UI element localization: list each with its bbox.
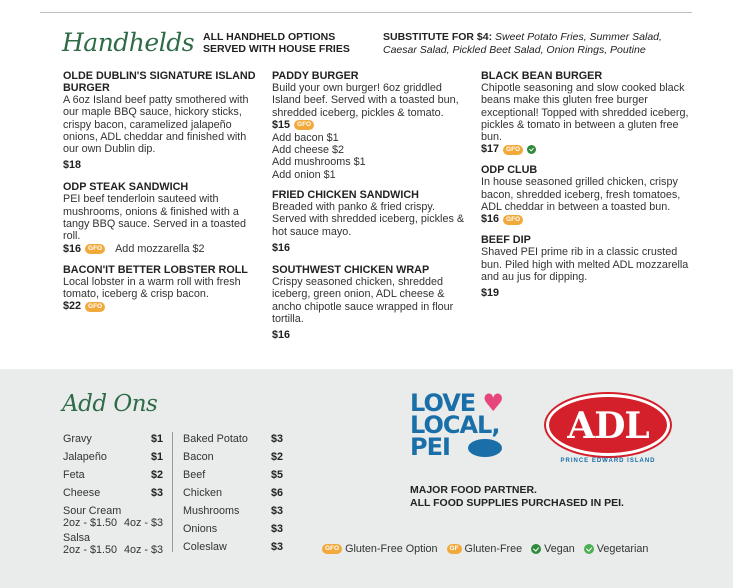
addon-price: $3 <box>270 541 283 553</box>
addon-price: $3 <box>270 433 283 445</box>
menu-column-1 <box>63 70 259 321</box>
legend-vegan <box>531 543 575 555</box>
addons-divider <box>172 432 173 552</box>
addon-line: Add onion $1 <box>272 168 336 181</box>
addon-name: Salsa <box>63 532 91 544</box>
partner-note <box>410 484 670 510</box>
item-price: $16 <box>272 241 291 254</box>
item-description: Breaded with panko & fried crispy. Served with shredded iceberg, pickles & hot sauce mayo. <box>272 201 465 238</box>
gfo-badge: GFO <box>503 145 523 155</box>
addon-name: Onions <box>183 523 218 535</box>
addon-name: Cheese <box>63 487 101 499</box>
logo-text-local: LOCAL, <box>410 411 500 439</box>
item-name: BACON'IT BETTER LOBSTER ROLL <box>63 263 248 276</box>
addon-line: Add bacon $1 <box>272 131 339 144</box>
item-description: Chipotle seasoning and slow cooked black beans make this gluten free burger exceptional! Topped with shredded iceberg, pickles & tomato in between a gluten free bun. <box>481 82 689 144</box>
logo-text-love: LOVE <box>410 389 476 417</box>
gfo-badge: GFO <box>322 544 342 554</box>
item-price: $15 <box>272 118 291 131</box>
addon-line: Add cheese $2 <box>272 144 345 157</box>
addon-price: $6 <box>270 487 283 499</box>
item-description: Crispy seasoned chicken, shredded iceberg, green onion, ADL cheese & ancho chipotle sauce wrapped in flour tortilla. <box>272 275 454 325</box>
addon-row <box>63 484 163 502</box>
addon-price: $2 <box>270 451 283 463</box>
addon-row <box>183 538 283 556</box>
item-name: PADDY BURGER <box>272 70 359 82</box>
legend-label: Gluten-Free Option <box>345 543 438 555</box>
dietary-legend <box>322 543 648 555</box>
item-price: $19 <box>481 287 500 300</box>
gf-badge: GF <box>447 544 462 554</box>
substitute-options: Sweet Potato Fries, Summer Salad, Caesar Salad, Pickled Beet Salad, Onion Rings, Poutine <box>383 31 662 56</box>
item-price: $22 <box>63 300 82 313</box>
heart-icon: ♥ <box>482 389 504 417</box>
partner-line-2: ALL FOOD SUPPLIES PURCHASED IN PEI. <box>410 497 624 509</box>
addon-price: $1 <box>150 433 163 445</box>
addon-size-small: 2oz - $1.50 <box>63 517 118 529</box>
logo-text-pei: PEI <box>410 433 450 461</box>
menu-item <box>481 70 693 156</box>
legend-gfo <box>322 543 438 555</box>
menu-column-3 <box>481 70 693 309</box>
vegan-icon <box>531 544 541 554</box>
price-row <box>63 300 259 313</box>
addon-name: Jalapeño <box>63 451 107 463</box>
substitute-label: SUBSTITUTE FOR $4: <box>383 31 493 43</box>
gfo-badge: GFO <box>503 215 523 225</box>
adl-logo <box>546 394 670 456</box>
item-price: $16 <box>63 242 82 255</box>
addon-name: Feta <box>63 469 85 481</box>
menu-item <box>63 264 259 314</box>
addon-name: Coleslaw <box>183 541 227 553</box>
seal-icon <box>468 439 502 457</box>
item-price: $17 <box>481 143 500 156</box>
adl-logo-subtitle: PRINCE EDWARD ISLAND <box>560 458 656 464</box>
addons-right-list <box>183 430 283 556</box>
addon-name: Sour Cream <box>63 505 122 517</box>
addon-price: $2 <box>150 469 163 481</box>
menu-item <box>63 181 259 255</box>
item-extra: Add mozzarella $2 <box>115 243 205 256</box>
item-name: BEEF DIP <box>481 234 531 247</box>
legend-label: Gluten-Free <box>464 543 523 555</box>
vegetarian-icon <box>584 544 594 554</box>
addon-row <box>63 430 163 448</box>
partner-line-1: MAJOR FOOD PARTNER. <box>410 484 537 496</box>
addon-price: $3 <box>150 487 163 499</box>
addons-title: Add Ons <box>62 391 158 417</box>
gfo-badge: GFO <box>85 302 105 312</box>
substitute-note <box>383 31 693 57</box>
top-divider <box>40 12 692 13</box>
addon-row <box>183 448 283 466</box>
item-price: $16 <box>272 329 291 342</box>
menu-item <box>481 164 693 226</box>
price-row <box>272 119 472 132</box>
addon-name: Bacon <box>183 451 214 463</box>
addon-name: Gravy <box>63 433 92 445</box>
item-description: A 6oz Island beef patty smothered with our maple BBQ sauce, hickory sticks, crispy bacon, caramelized jalapeño onions, ADL cheddar and finished with our own Dublin dip. <box>63 94 249 156</box>
item-description: PEI beef tenderloin sauteed with mushrooms, onions & finished with a tangy BBQ sauce. Served in a toasted roll. <box>63 193 247 243</box>
item-description: In house seasoned grilled chicken, crispy bacon, shredded iceberg, fresh tomatoes, ADL cheddar in between a toasted bun. <box>481 176 681 214</box>
addon-size-large: 4oz - $3 <box>123 544 163 556</box>
menu-item <box>272 264 472 343</box>
menu-item <box>272 189 472 256</box>
gfo-badge: GFO <box>294 120 314 130</box>
legend-gf <box>447 543 523 555</box>
addon-price: $1 <box>150 451 163 463</box>
addon-sour-cream <box>63 505 163 529</box>
handhelds-title: Handhelds <box>62 28 195 57</box>
item-name: BLACK BEAN BURGER <box>481 70 603 82</box>
addon-row <box>183 466 283 484</box>
item-price: $18 <box>63 159 82 172</box>
addon-name: Baked Potato <box>183 433 248 445</box>
addon-price: $3 <box>270 505 283 517</box>
addon-line: Add mushrooms $1 <box>272 156 366 169</box>
legend-vegetarian <box>584 543 649 555</box>
addon-row <box>183 430 283 448</box>
addon-name: Beef <box>183 469 206 481</box>
menu-item <box>481 234 693 301</box>
addon-name: Mushrooms <box>183 505 240 517</box>
addon-row <box>183 484 283 502</box>
item-name: FRIED CHICKEN SANDWICH <box>272 189 419 202</box>
item-name: ODP STEAK SANDWICH <box>63 181 189 194</box>
addon-row <box>63 448 163 466</box>
menu-column-2 <box>272 70 472 351</box>
item-name: OLDE DUBLIN'S SIGNATURE ISLAND BURGER <box>63 70 256 94</box>
addon-size-small: 2oz - $1.50 <box>63 544 118 556</box>
addon-row <box>183 520 283 538</box>
gfo-badge: GFO <box>85 244 105 254</box>
addon-name: Chicken <box>183 487 223 499</box>
addon-row <box>63 466 163 484</box>
love-local-pei-logo <box>410 389 520 470</box>
addon-price: $5 <box>270 469 283 481</box>
item-name: ODP CLUB <box>481 164 538 177</box>
menu-item <box>63 70 259 173</box>
item-description: Local lobster in a warm roll with fresh tomato, iceberg & crisp bacon. <box>63 275 241 300</box>
addon-salsa <box>63 532 163 556</box>
handhelds-note: ALL HANDHELD OPTIONS SERVED WITH HOUSE FRIES <box>203 31 350 55</box>
addon-size-large: 4oz - $3 <box>123 517 163 529</box>
adl-logo-text: ADL <box>567 405 649 447</box>
item-name: SOUTHWEST CHICKEN WRAP <box>272 263 430 276</box>
addon-row <box>183 502 283 520</box>
legend-label: Vegan <box>544 543 575 555</box>
vegan-icon <box>527 145 536 154</box>
item-description: Build your own burger! 6oz griddled Island beef. Served with a toasted bun, shredded iceberg, pickles & tomato. <box>272 82 459 119</box>
menu-item <box>272 70 472 181</box>
legend-label: Vegetarian <box>596 543 649 555</box>
price-row <box>481 213 693 226</box>
price-row <box>481 143 693 156</box>
price-row <box>63 243 259 256</box>
item-price: $16 <box>481 213 500 226</box>
item-description: Shaved PEI prime rib in a classic crusted bun. Piled high with melted ADL mozzarella and au jus for dipping. <box>481 246 689 283</box>
addons-left-list <box>63 430 163 556</box>
addon-price: $3 <box>270 523 283 535</box>
